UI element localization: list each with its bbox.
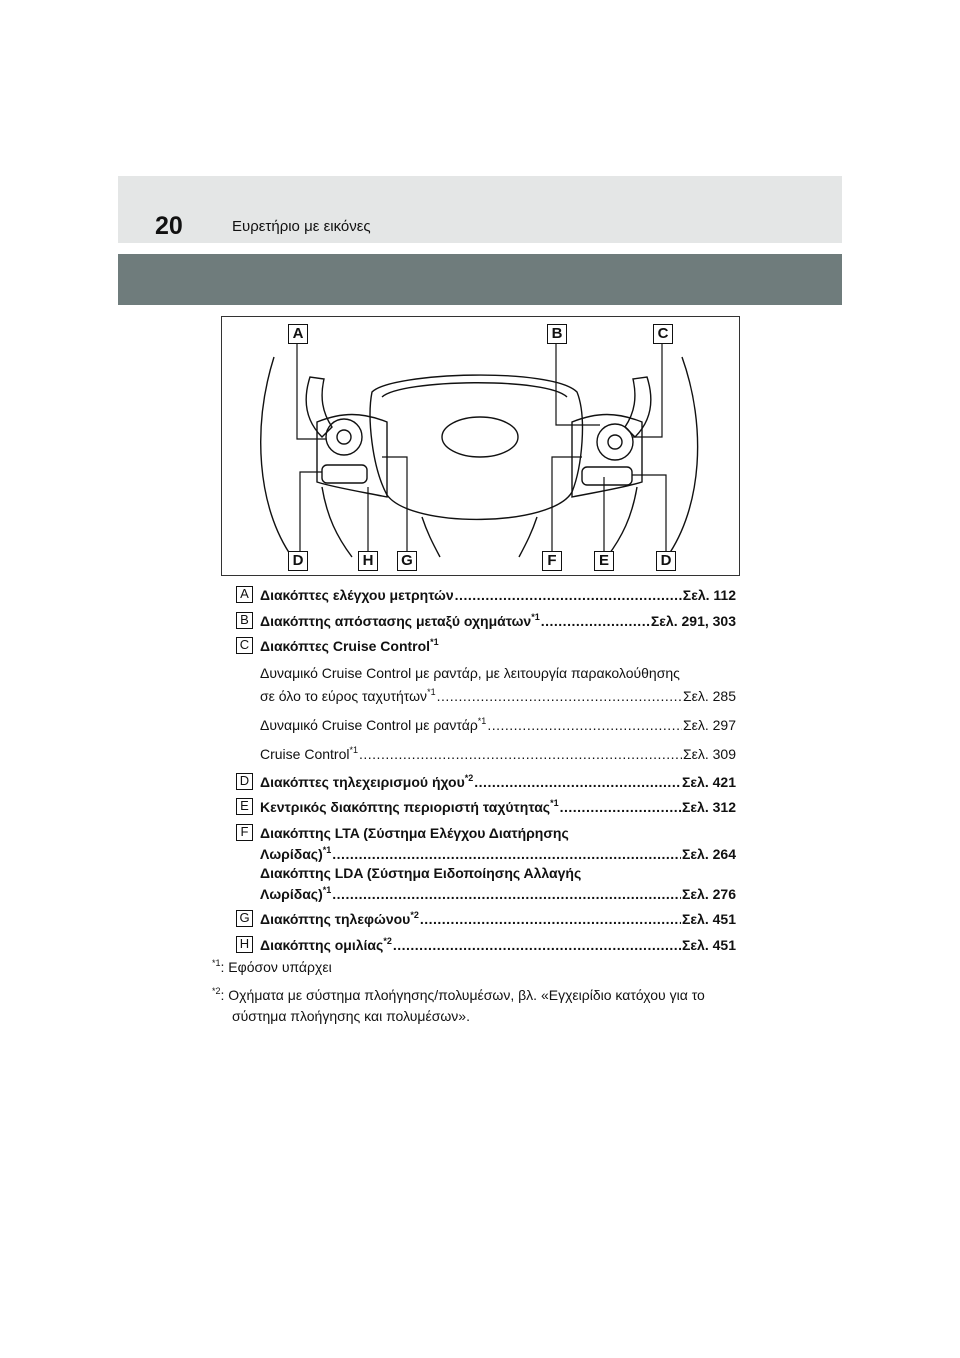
header-band: [118, 176, 842, 243]
callout-e: E: [594, 551, 614, 571]
entry-row: Διακόπτης ομιλίας$^{*2}$ ..... Σελ. 451: [260, 936, 736, 954]
callout-f: F: [542, 551, 562, 571]
entry-g: [236, 910, 736, 930]
entry-row: Διακόπτης απόστασης μεταξύ οχημάτων$^{*1}$ ..... Σελ. 291, 303: [260, 612, 736, 630]
footnote-1: $^{*1}$: Εφόσον υπάρχει: [212, 958, 332, 975]
entry-row: Λωρίδας)$^{*1}$ ..... Σελ. 264: [260, 845, 736, 863]
entry-key-box: F: [236, 824, 253, 841]
entry-key-box: A: [236, 586, 253, 603]
entry-d: [236, 773, 736, 793]
entry-key-box: B: [236, 612, 253, 629]
page-number: 20: [155, 212, 183, 240]
callout-g: G: [397, 551, 417, 571]
entry-row: σε όλο το εύρος ταχυτήτων$^{*1}$ ..... Σελ. 285: [260, 687, 736, 705]
entry-key-box: H: [236, 936, 253, 953]
entry-row: Διακόπτης LDA (Σύστημα Ειδοποίησης Αλλαγής: [260, 865, 582, 881]
entry-key-box: D: [236, 773, 253, 790]
entry-row: Διακόπτης τηλεφώνου$^{*2}$ ..... Σελ. 451: [260, 910, 736, 928]
footnote-2: $^{*2}$: Οχήματα με σύστημα πλοήγησης/πολυμέσων, βλ. «Εγχειρίδιο κατόχου για το σύστημα πλοήγησης και πολυμέσων».: [212, 986, 705, 1024]
entry-row: Cruise Control$^{*1}$ ..... Σελ. 309: [260, 745, 736, 763]
entry-row: Δυναμικό Cruise Control με ραντάρ, με λειτουργία παρακολούθησης: [260, 665, 680, 681]
callout-b: B: [547, 324, 567, 344]
callout-c: C: [653, 324, 673, 344]
entry-c: [236, 637, 736, 767]
page-title: Ευρετήριο με εικόνες: [232, 218, 371, 235]
callout-a: A: [288, 324, 308, 344]
entry-f: [236, 824, 736, 904]
entry-row: Δυναμικό Cruise Control με ραντάρ$^{*1}$ ..... Σελ. 297: [260, 716, 736, 734]
steering-wheel-illustration: [222, 317, 741, 577]
entry-row: Διακόπτες Cruise Control$^{*1}$: [260, 637, 439, 654]
callout-d-right: D: [656, 551, 676, 571]
entry-a: [236, 586, 736, 606]
entry-row: Διακόπτης LTA (Σύστημα Ελέγχου Διατήρησης: [260, 825, 569, 841]
steering-wheel-figure: [221, 316, 740, 576]
entry-h: [236, 936, 736, 956]
callout-h: H: [358, 551, 378, 571]
callout-d-left: D: [288, 551, 308, 571]
entry-key-box: C: [236, 637, 253, 654]
entry-key-box: E: [236, 798, 253, 815]
entry-row: Λωρίδας)$^{*1}$ ..... Σελ. 276: [260, 885, 736, 903]
entry-row: Διακόπτες ελέγχου μετρητών ..... Σελ. 112: [260, 586, 736, 604]
entry-key-box: G: [236, 910, 253, 927]
section-band: [118, 254, 842, 305]
entry-b: [236, 612, 736, 632]
entry-row: Κεντρικός διακόπτης περιοριστή ταχύτητας$^{*1}$ ..... Σελ. 312: [260, 798, 736, 816]
entry-e: [236, 798, 736, 818]
entry-row: Διακόπτες τηλεχειρισμού ήχου$^{*2}$ ..... Σελ. 421: [260, 773, 736, 791]
